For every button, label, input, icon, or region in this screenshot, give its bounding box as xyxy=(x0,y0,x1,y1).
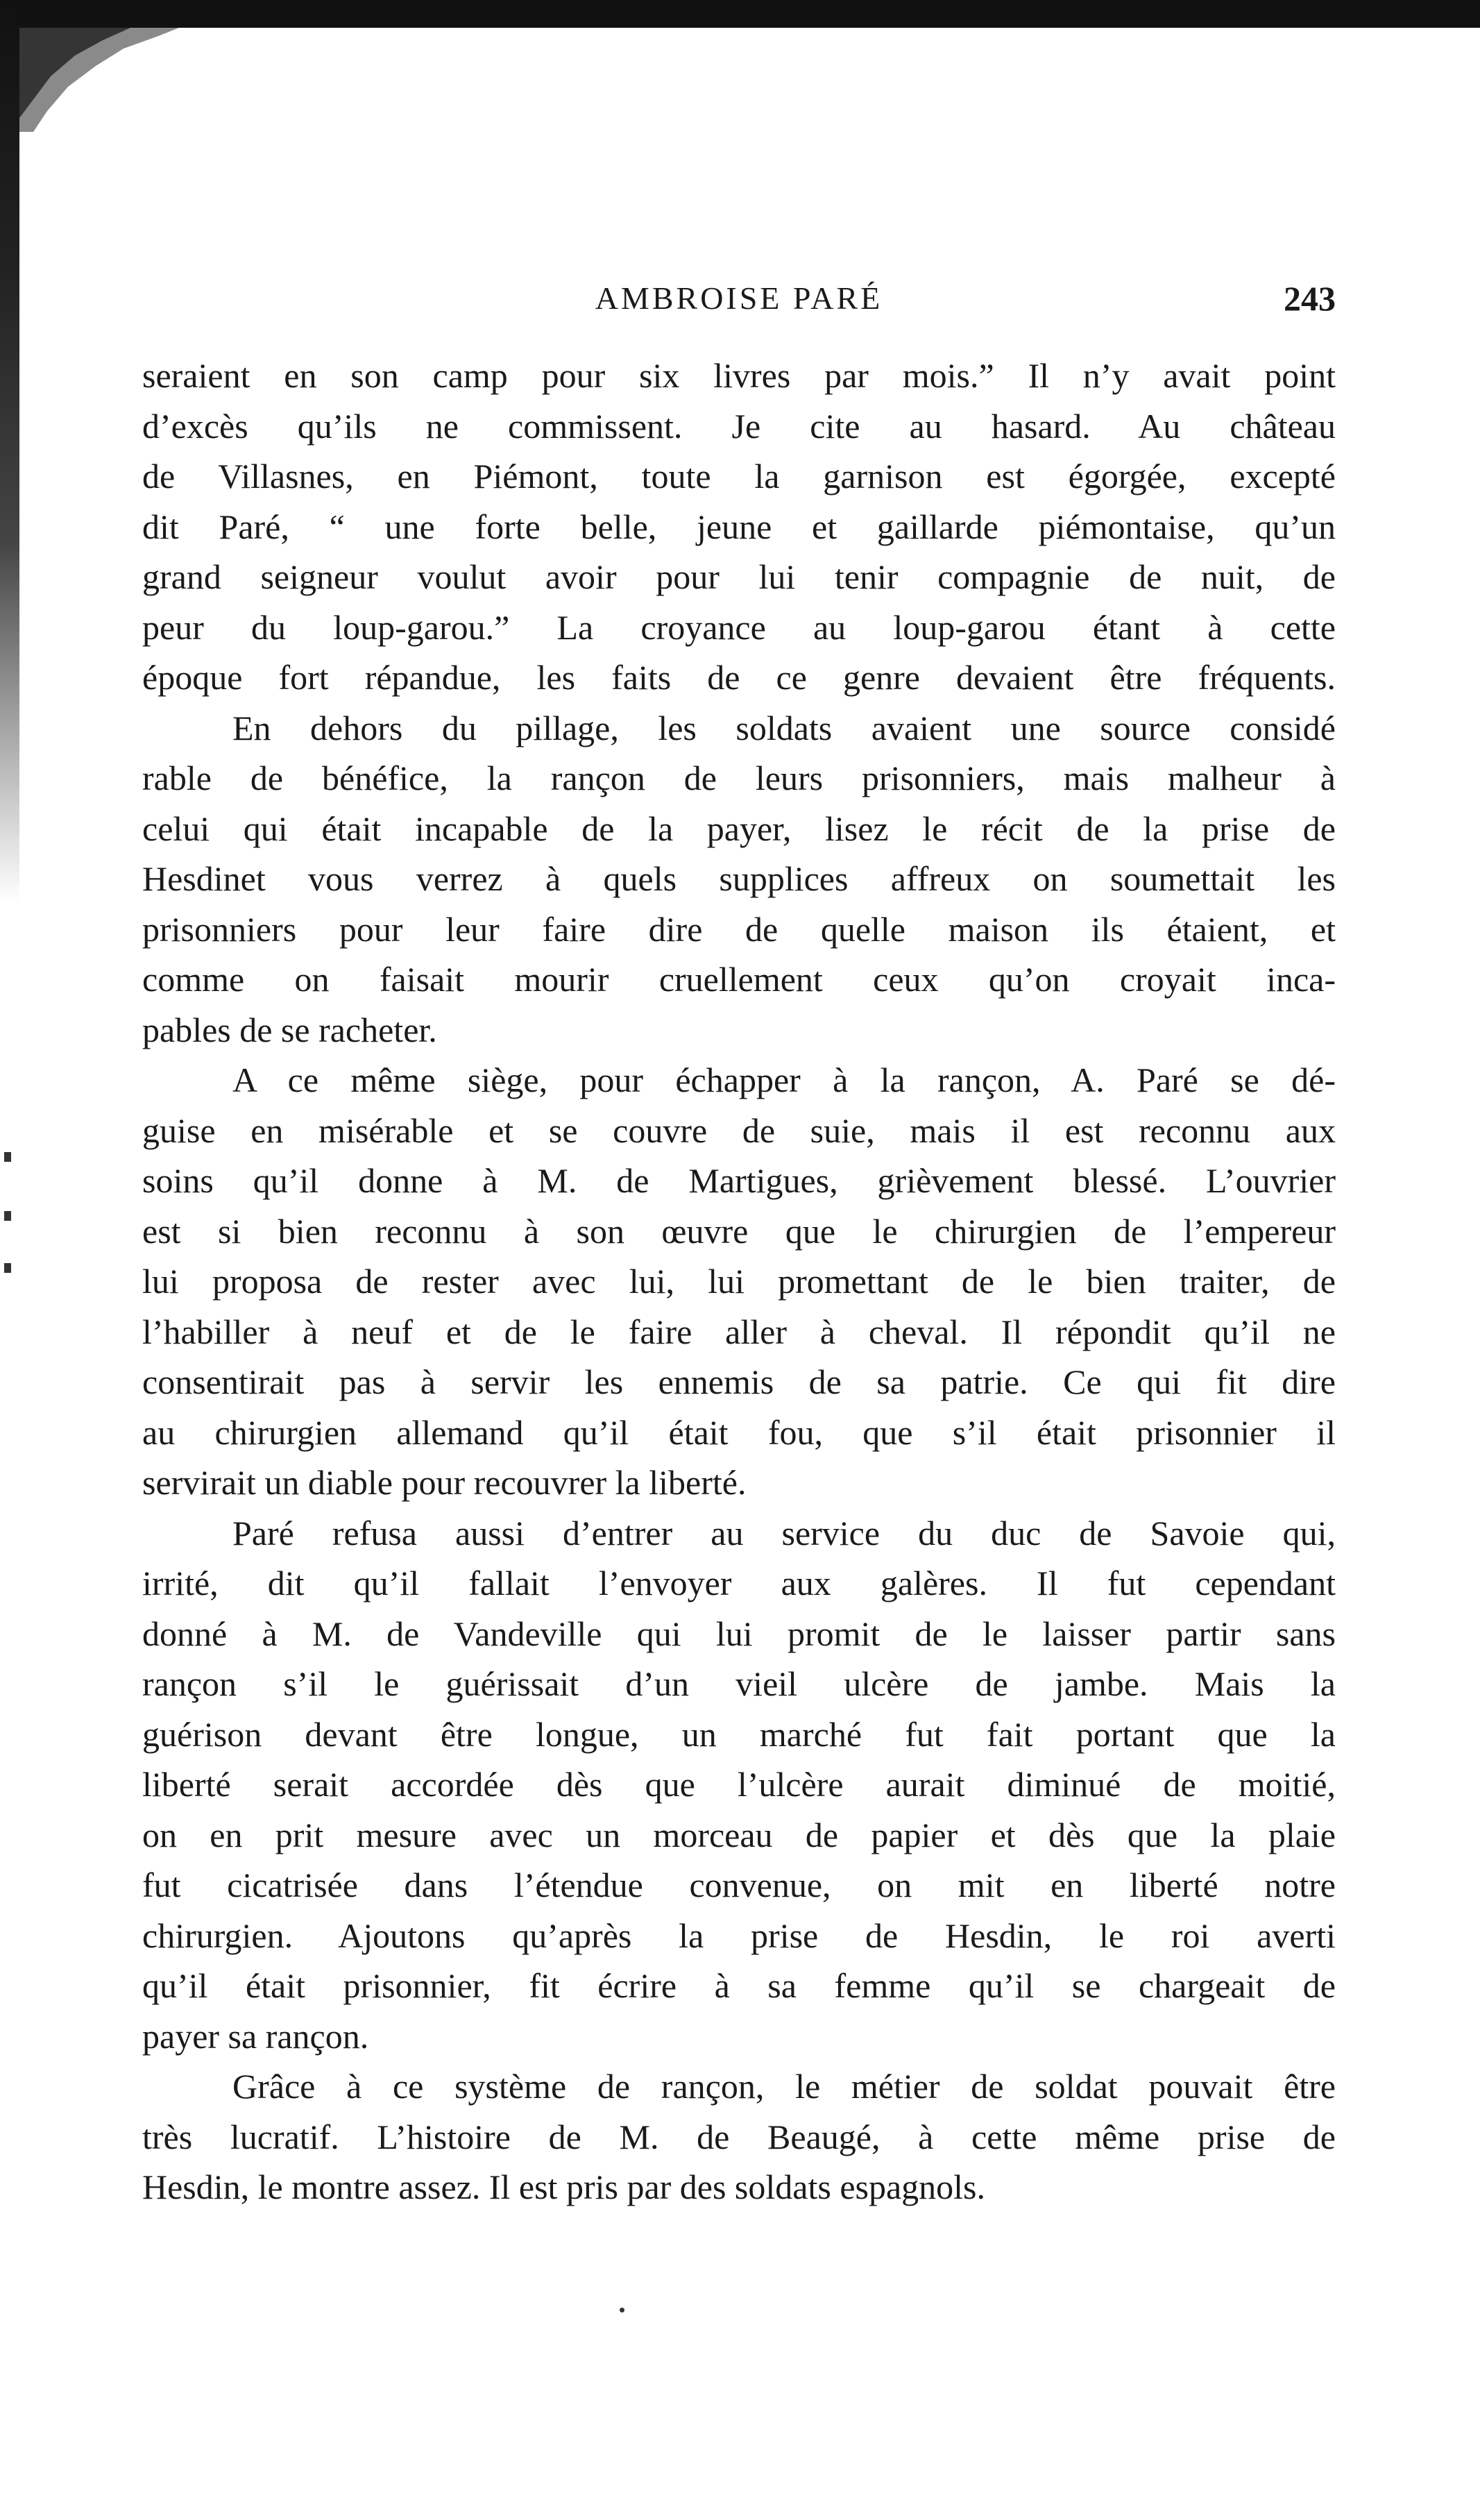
scan-top-border xyxy=(0,0,1480,28)
text-line: seraient en son camp pour six livres par mois.” Il n’y avait point xyxy=(142,356,1336,395)
text-line: on en prit mesure avec un morceau de papier et dès que la plaie xyxy=(142,1815,1336,1854)
text-line: de Villasnes, en Piémont, toute la garnison est égorgée, excepté xyxy=(142,457,1336,496)
text-line: l’habiller à neuf et de le faire aller à cheval. Il répondit qu’il ne xyxy=(142,1312,1336,1351)
text-line: pables de se racheter. xyxy=(142,1010,437,1049)
text-line: Hesdin, le montre assez. Il est pris par des soldats espagnols. xyxy=(142,2167,986,2206)
text-line: grand seigneur voulut avoir pour lui tenir compagnie de nuit, de xyxy=(142,557,1336,596)
text-line: rançon s’il le guérissait d’un vieil ulcère de jambe. Mais la xyxy=(142,1664,1336,1703)
text-line: dit Paré, “ une forte belle, jeune et gaillarde piémontaise, qu’un xyxy=(142,507,1336,546)
scan-corner-smudge xyxy=(19,28,179,132)
text-line: Hesdinet vous verrez à quels supplices affreux on soumettait les xyxy=(142,859,1336,898)
running-head xyxy=(142,274,1336,323)
text-line: rable de bénéfice, la rançon de leurs prisonniers, mais malheur à xyxy=(142,759,1336,797)
text-line: soins qu’il donne à M. de Martigues, grièvement blessé. L’ouvrier xyxy=(142,1161,1336,1200)
text-line: guise en misérable et se couvre de suie, mais il est reconnu aux xyxy=(142,1110,1336,1150)
scan-left-border xyxy=(0,0,19,902)
page-number: 243 xyxy=(1284,279,1336,318)
text-line: En dehors du pillage, les soldats avaient une source considé xyxy=(232,708,1336,747)
text-line: est si bien reconnu à son œuvre que le chirurgien de l’empereur xyxy=(142,1211,1336,1251)
text-line: fut cicatrisée dans l’étendue convenue, on mit en liberté notre xyxy=(142,1866,1336,1904)
text-line: irrité, dit qu’il fallait l’envoyer aux galères. Il fut cependant xyxy=(142,1564,1336,1603)
text-line: donné à M. de Vandeville qui lui promit de le laisser partir sans xyxy=(142,1614,1336,1653)
text-line: chirurgien. Ajoutons qu’après la prise de Hesdin, le roi averti xyxy=(142,1916,1336,1955)
text-line: très lucratif. L’histoire de M. de Beaugé, à cette même prise de xyxy=(142,2117,1336,2156)
text-line: payer sa rançon. xyxy=(142,2016,369,2056)
text-line: consentirait pas à servir les ennemis de sa patrie. Ce qui fit dire xyxy=(142,1362,1336,1401)
ink-speck xyxy=(620,2308,624,2312)
running-title: AMBROISE PARÉ xyxy=(595,280,883,316)
scan-margin-mark xyxy=(4,1263,11,1273)
text-line: servirait un diable pour recouvrer la liberté. xyxy=(142,1463,747,1502)
text-line: prisonniers pour leur faire dire de quelle maison ils étaient, et xyxy=(142,909,1336,949)
text-line: peur du loup-garou.” La croyance au loup-garou étant à cette xyxy=(142,607,1336,647)
body-text xyxy=(142,350,1336,2213)
scan-margin-mark xyxy=(4,1211,11,1221)
text-line: Paré refusa aussi d’entrer au service du duc de Savoie qui, xyxy=(232,1513,1336,1553)
text-line: celui qui était incapable de la payer, lisez le récit de la prise de xyxy=(142,809,1336,848)
text-line: A ce même siège, pour échapper à la rançon, A. Paré se dé- xyxy=(232,1060,1336,1099)
text-line: guérison devant être longue, un marché fut fait portant que la xyxy=(142,1714,1336,1754)
text-line: d’excès qu’ils ne commissent. Je cite au hasard. Au château xyxy=(142,406,1336,446)
text-line: liberté serait accordée dès que l’ulcère aurait diminué de moitié, xyxy=(142,1765,1336,1804)
text-line: comme on faisait mourir cruellement ceux qu’on croyait inca- xyxy=(142,960,1336,999)
scan-margin-mark xyxy=(4,1152,11,1162)
text-line: Grâce à ce système de rançon, le métier de soldat pouvait être xyxy=(232,2067,1336,2106)
text-line: lui proposa de rester avec lui, lui promettant de le bien traiter, de xyxy=(142,1262,1336,1301)
text-line: époque fort répandue, les faits de ce genre devaient être fréquents. xyxy=(142,658,1336,697)
text-line: au chirurgien allemand qu’il était fou, que s’il était prisonnier il xyxy=(142,1412,1336,1452)
text-line: qu’il était prisonnier, fit écrire à sa femme qu’il se chargeait de xyxy=(142,1966,1336,2005)
